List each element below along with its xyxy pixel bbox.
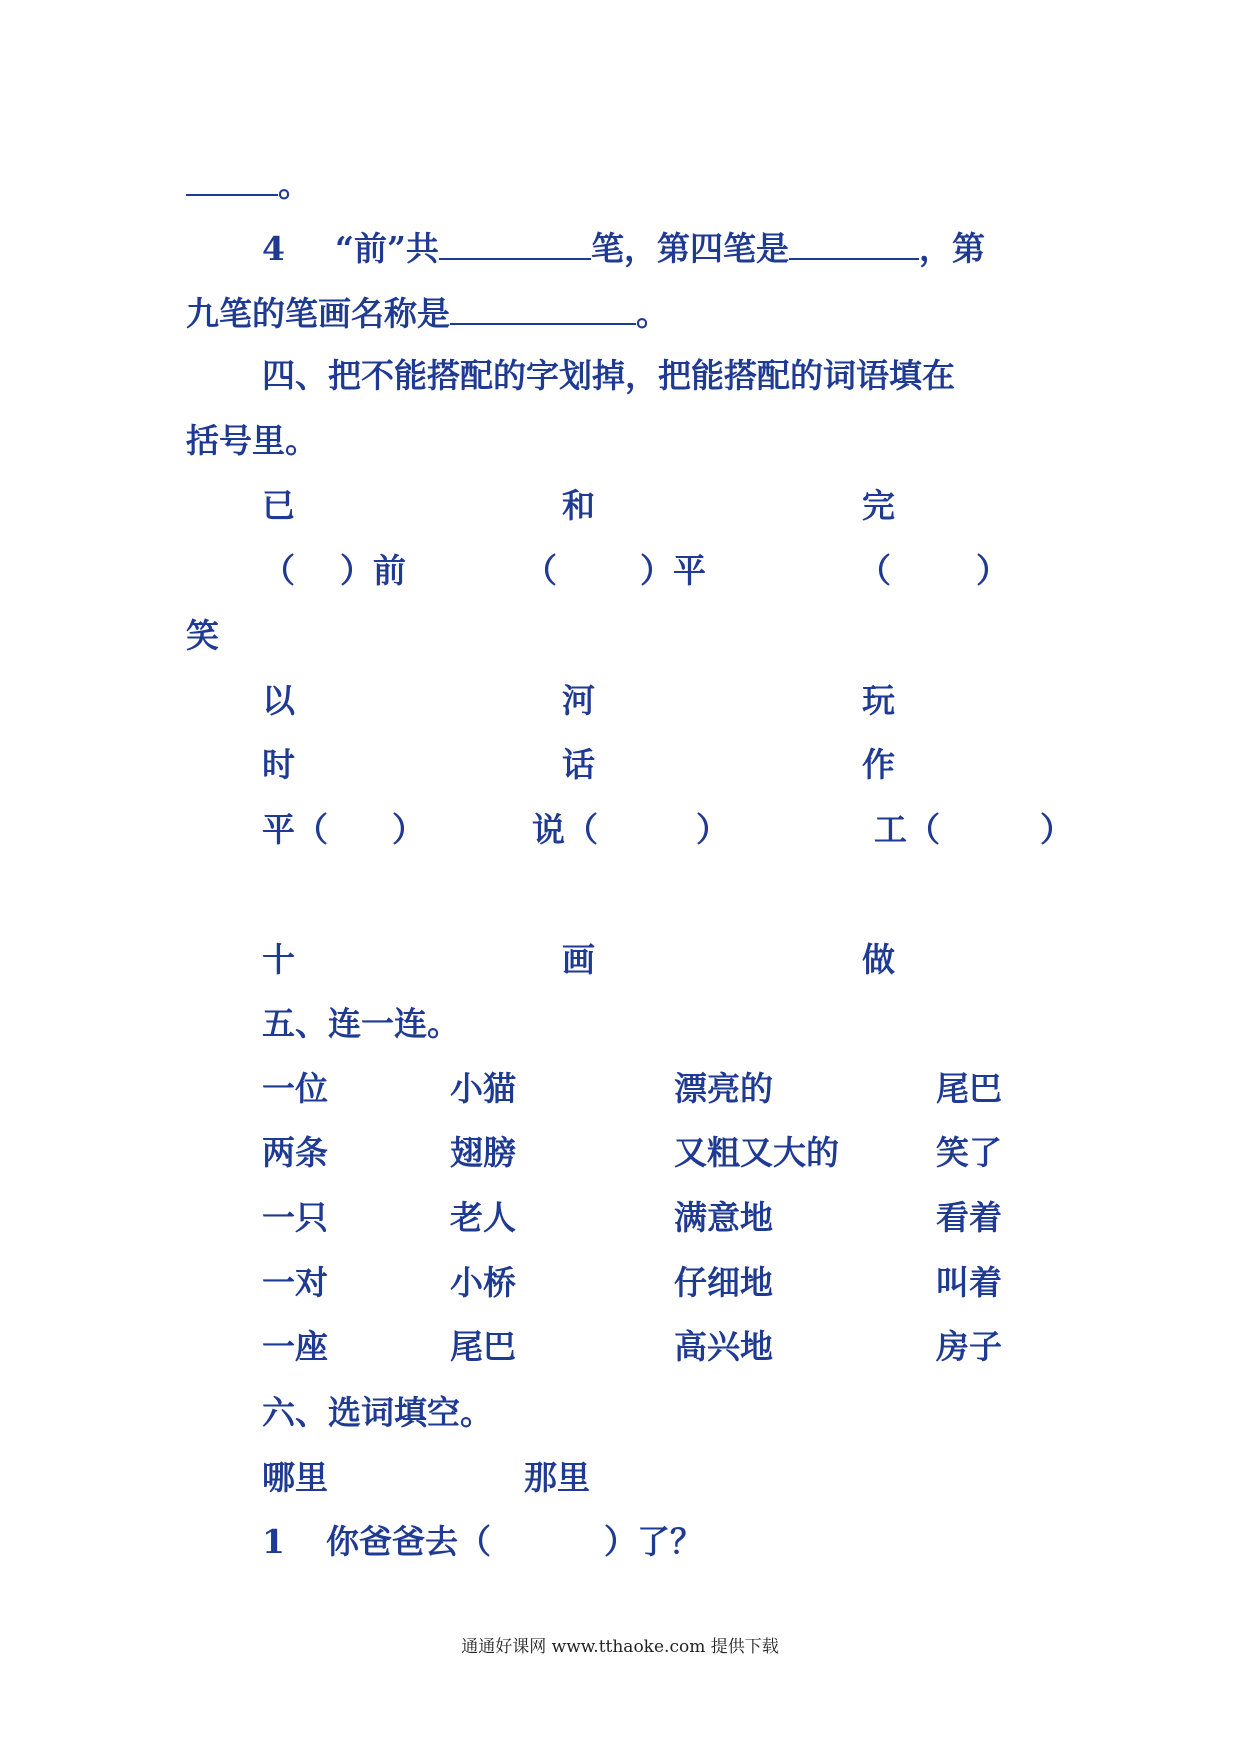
fourth-stroke-blank[interactable]: [789, 226, 919, 260]
prev-answer-line: 。: [186, 162, 311, 205]
match-word[interactable]: 一位: [262, 1069, 328, 1108]
word-option: 那里: [524, 1458, 590, 1497]
grid2-char: 话: [562, 745, 595, 784]
paren-word-open: 工（: [874, 810, 940, 849]
grid2-char: 河: [562, 681, 595, 720]
question-4-line1: 4 “前”共 笔，第四笔是 ，第: [262, 226, 985, 269]
grid1-char: 已: [262, 486, 295, 525]
match-word[interactable]: 尾巴: [936, 1069, 1002, 1108]
paren-open: （: [262, 551, 295, 590]
question-6-1-text-end: ）了？: [604, 1522, 703, 1561]
section-5-title: 五、连一连。: [262, 1004, 460, 1043]
grid1-char: 和: [562, 486, 595, 525]
match-word[interactable]: 尾巴: [450, 1327, 516, 1366]
grid2-char: 画: [562, 940, 595, 979]
question-4-line2: 九笔的笔画名称是 。: [186, 291, 669, 334]
paren-open: （: [858, 551, 891, 590]
match-word[interactable]: 叫着: [936, 1263, 1002, 1302]
match-word[interactable]: 两条: [262, 1133, 328, 1172]
match-word[interactable]: 满意地: [674, 1198, 773, 1237]
section-6-title: 六、选词填空。: [262, 1393, 493, 1432]
match-word[interactable]: 房子: [936, 1327, 1002, 1366]
paren-close: ）: [696, 810, 729, 849]
section-4-title: 四、把不能搭配的字划掉，把能搭配的词语填在: [262, 356, 955, 395]
match-word[interactable]: 翅膀: [450, 1133, 516, 1172]
match-word[interactable]: 看着: [936, 1198, 1002, 1237]
question-6-1-text: 你爸爸去（: [326, 1522, 491, 1561]
paren-close-word: ）前: [340, 551, 406, 590]
match-word[interactable]: 笑了: [936, 1133, 1002, 1172]
match-word[interactable]: 仔细地: [674, 1263, 773, 1302]
match-word[interactable]: 一只: [262, 1198, 328, 1237]
grid2-char: 以: [262, 681, 295, 720]
paren-open: （: [524, 551, 557, 590]
grid2-char: 做: [862, 940, 895, 979]
answer-blank[interactable]: [186, 162, 278, 196]
paren-word-open: 平（: [262, 810, 328, 849]
match-word[interactable]: 老人: [450, 1198, 516, 1237]
grid2-char: 玩: [862, 681, 895, 720]
match-word[interactable]: 一对: [262, 1263, 328, 1302]
stroke-count-blank[interactable]: [439, 226, 591, 260]
match-word[interactable]: 小桥: [450, 1263, 516, 1302]
question-6-1-number: 1: [262, 1522, 285, 1561]
paren-close: ）: [1040, 810, 1073, 849]
paren-close-word: ）平: [640, 551, 706, 590]
match-word[interactable]: 一座: [262, 1327, 328, 1366]
page-footer: 通通好课网 www.tthaoke.com 提供下载: [461, 1637, 779, 1657]
match-word[interactable]: 小猫: [450, 1069, 516, 1108]
match-word[interactable]: 又粗又大的: [674, 1133, 839, 1172]
section-4-title-cont: 括号里。: [186, 421, 318, 460]
match-word[interactable]: 高兴地: [674, 1327, 773, 1366]
grid1-char: 完: [862, 486, 895, 525]
word-option: 哪里: [262, 1458, 328, 1497]
paren-close: ）: [976, 551, 1009, 590]
grid2-char: 作: [862, 745, 895, 784]
grid2-char: 十: [262, 940, 295, 979]
grid2-char: 时: [262, 745, 295, 784]
grid1-char: 笑: [186, 616, 219, 655]
ninth-stroke-blank[interactable]: [450, 291, 636, 325]
paren-word-open: 说（: [532, 810, 598, 849]
question-number: 4: [262, 229, 285, 268]
match-word[interactable]: 漂亮的: [674, 1069, 773, 1108]
paren-close: ）: [392, 810, 425, 849]
